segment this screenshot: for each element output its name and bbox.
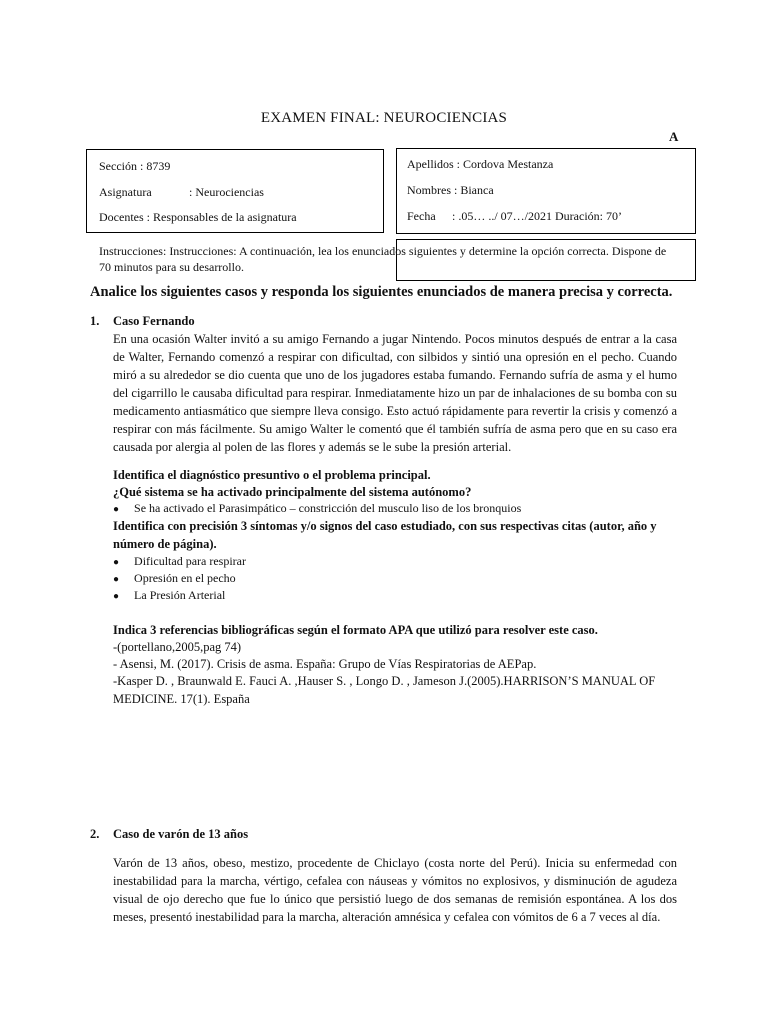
- case1-number: 1.: [90, 314, 100, 328]
- case2-number: 2.: [90, 827, 100, 841]
- case1-title: Caso Fernando: [113, 314, 195, 328]
- date-value: : .05… ../ 07…/2021 Duración: 70’: [452, 209, 622, 223]
- reference-item: -(portellano,2005,pag 74): [113, 640, 242, 654]
- instructions-text: Instrucciones: Instrucciones: A continuación, lea los enunciados siguientes y determine la opción correcta. Dispone de 70 minutos para su desarrollo.: [99, 244, 667, 274]
- bullet-icon: ●: [113, 591, 120, 602]
- symptom-item: [113, 588, 225, 603]
- main-heading: Analice los siguientes casos y responda los siguientes enunciados de manera precisa y correcta.: [90, 284, 673, 300]
- case1-question4: Indica 3 referencias bibliográficas según el formato APA que utilizó para resolver este caso.: [113, 623, 598, 637]
- bullet-icon: ●: [113, 574, 120, 585]
- course-info-box: [86, 149, 384, 233]
- case1-answer2-item: [113, 501, 521, 516]
- subject-label: Asignatura: [99, 185, 152, 199]
- case1-answer2: Se ha activado el Parasimpático – constricción del musculo liso de los bronquios: [134, 501, 522, 515]
- exam-version: A: [669, 129, 679, 144]
- subject-value: : Neurociencias: [189, 185, 264, 199]
- case1-text: En una ocasión Walter invitó a su amigo Fernando a jugar Nintendo. Pocos minutos después de entrar a la casa de Walter, Fernando comenzó a respirar con dificultad, con silbidos y sintió una opresión en el pecho. Cuando miró a su alrededor se dio cuenta que uno de los jugadores estaba fumando. Fernando sufría de asma y el humo del cigarrillo le causaba dificultad para respirar. Inmediatamente hizo un par de inhalaciones de su bomba con su medicamento antiasmático que siempre lleva consigo. Esto actuó rápidamente para revertir la crisis y comenzó a respirar con más fácilmente. Su amigo Walter le comentó que él también sufría de asma pero que en su caso era causada por alergia al polen de las flores y además se le sube la presión arterial.: [113, 332, 677, 454]
- symptom-item: [113, 554, 246, 569]
- symptom-text: La Presión Arterial: [134, 588, 226, 602]
- name-field: Nombres : Bianca: [407, 183, 494, 197]
- exam-title: EXAMEN FINAL: NEUROCIENCIAS: [260, 110, 508, 126]
- bullet-icon: ●: [113, 557, 120, 568]
- reference-item: - Asensi, M. (2017). Crisis de asma. España: Grupo de Vías Respiratorias de AEPap.: [113, 657, 537, 671]
- case1-question1: Identifica el diagnóstico presuntivo o el problema principal.: [113, 468, 431, 482]
- case1-question3: Identifica con precisión 3 síntomas y/o signos del caso estudiado, con sus respectivas citas (autor, año y número de página).: [113, 519, 657, 551]
- bullet-icon: ●: [113, 504, 120, 515]
- symptom-text: Opresión en el pecho: [134, 571, 236, 585]
- symptom-item: [113, 571, 236, 586]
- surname-field: Apellidos : Cordova Mestanza: [407, 157, 554, 171]
- case2-title: Caso de varón de 13 años: [113, 827, 249, 841]
- symptom-text: Dificultad para respirar: [134, 554, 246, 568]
- student-info-box: [396, 148, 696, 234]
- case1-question2: ¿Qué sistema se ha activado principalmente del sistema autónomo?: [113, 485, 472, 499]
- reference-item: -Kasper D. , Braunwald E. Fauci A. ,Hauser S. , Longo D. , Jameson J.(2005).HARRISON’S MANUAL OF MEDICINE. 17(1). España: [113, 674, 656, 706]
- teachers-field: Docentes : Responsables de la asignatura: [99, 210, 297, 224]
- section-field: Sección : 8739: [99, 159, 171, 173]
- date-label: Fecha: [407, 209, 436, 223]
- case2-text: Varón de 13 años, obeso, mestizo, procedente de Chiclayo (costa norte del Perú). Inicia su enfermedad con inestabilidad para la marcha, vértigo, cefalea con náuseas y vómitos no explosivos, y disminución de agudeza visual de ojo derecho que fue lo único que persistió luego de dos semanas de remisión espontánea. A los dos meses, presentó inestabilidad para la marcha, alteración amnésica y cefalea con vómitos de 6 a 7 veces al día.: [113, 856, 677, 924]
